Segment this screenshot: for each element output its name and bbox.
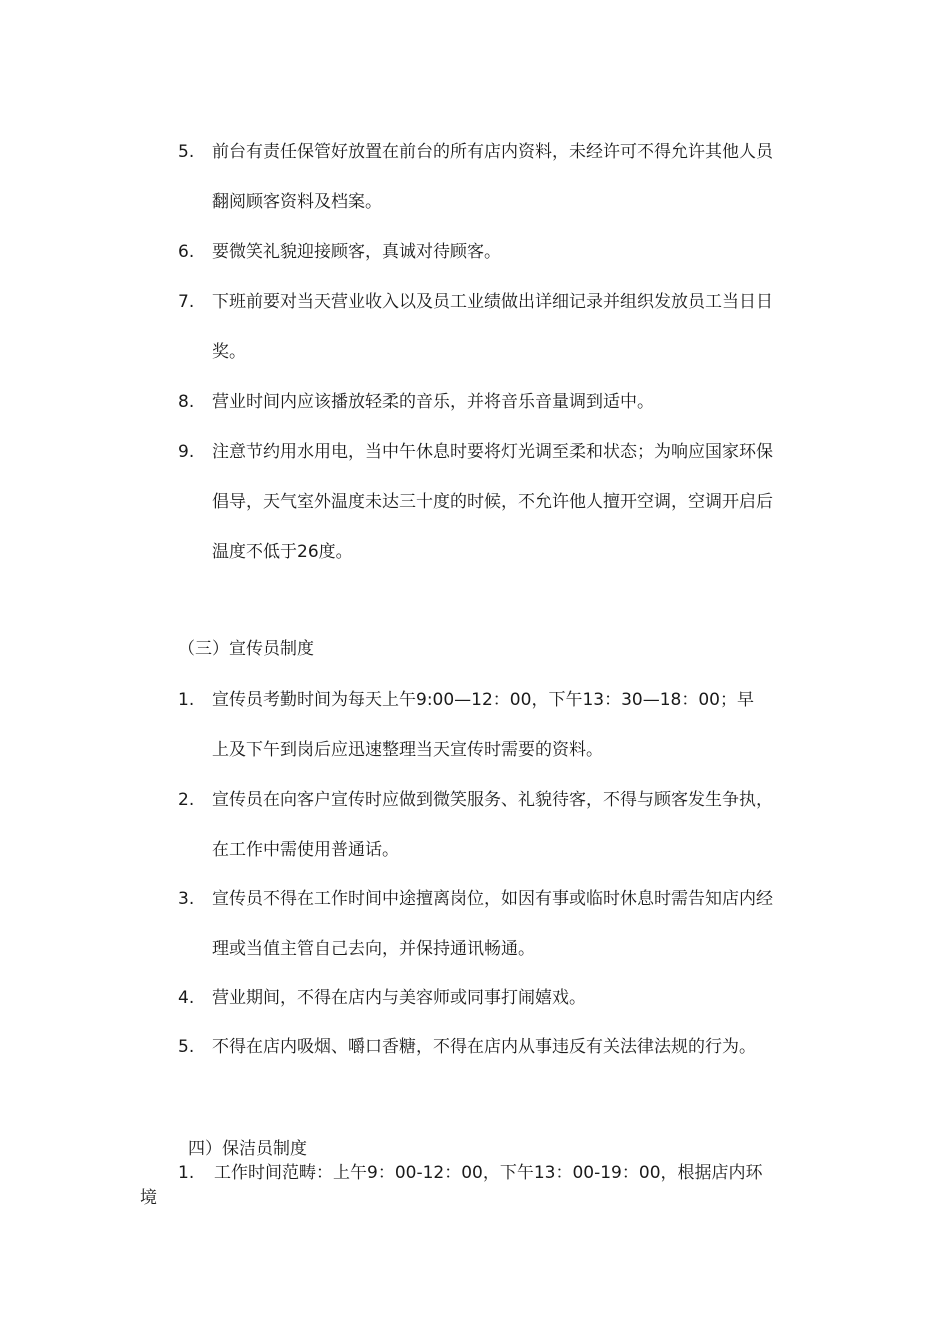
list-text: 理或当值主管自己去向，并保持通讯畅通。 — [212, 939, 535, 959]
section-heading: 四）保洁员制度 — [188, 1139, 307, 1159]
list-text: 温度不低于26度。 — [212, 542, 353, 562]
list-number: 2. — [178, 790, 195, 810]
section-heading: （三）宣传员制度 — [178, 639, 314, 659]
list-item-wrap: 境 — [140, 1188, 157, 1208]
list-number: 9. — [178, 442, 195, 462]
list-text: 工作时间范畴：上午9：00-12：00，下午13：00-19：00，根据店内环 — [214, 1163, 763, 1183]
list-text: 上及下午到岗后应迅速整理当天宣传时需要的资料。 — [212, 740, 603, 760]
list-text: 营业期间，不得在店内与美容师或同事打闹嬉戏。 — [212, 988, 586, 1008]
list-number: 8. — [178, 392, 195, 412]
list-number: 5. — [178, 1037, 195, 1057]
list-text: 要微笑礼貌迎接顾客，真诚对待顾客。 — [212, 242, 501, 262]
list-number: 6. — [178, 242, 195, 262]
list-text: 宣传员在向客户宣传时应做到微笑服务、礼貌待客，不得与顾客发生争执， — [212, 790, 773, 810]
list-number: 1. — [178, 1163, 195, 1183]
list-text: 不得在店内吸烟、嚼口香糖，不得在店内从事违反有关法律法规的行为。 — [212, 1037, 756, 1057]
list-text: 倡导，天气室外温度未达三十度的时候，不允许他人擅开空调，空调开启后 — [212, 492, 773, 512]
list-text: 注意节约用水用电，当中午休息时要将灯光调至柔和状态；为响应国家环保 — [212, 442, 773, 462]
list-text: 翻阅顾客资料及档案。 — [212, 192, 382, 212]
list-number: 5. — [178, 142, 195, 162]
list-text: 奖。 — [212, 342, 246, 362]
list-number: 1. — [178, 690, 195, 710]
list-text: 宣传员不得在工作时间中途擅离岗位，如因有事或临时休息时需告知店内经 — [212, 889, 773, 909]
list-number: 4. — [178, 988, 195, 1008]
list-text: 营业时间内应该播放轻柔的音乐，并将音乐音量调到适中。 — [212, 392, 654, 412]
list-number: 3. — [178, 889, 195, 909]
list-text: 宣传员考勤时间为每天上午9:00—12：00，下午13：30—18：00；早 — [212, 690, 754, 710]
list-text: 前台有责任保管好放置在前台的所有店内资料，未经许可不得允许其他人员 — [212, 142, 773, 162]
list-text: 下班前要对当天营业收入以及员工业绩做出详细记录并组织发放员工当日日 — [212, 292, 773, 312]
list-text: 在工作中需使用普通话。 — [212, 840, 399, 860]
list-number: 7. — [178, 292, 195, 312]
